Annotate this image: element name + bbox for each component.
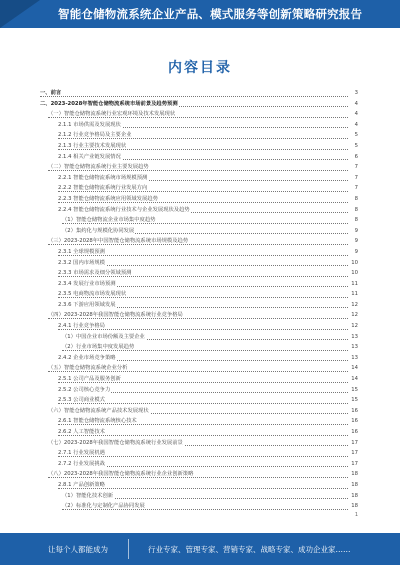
toc-entry[interactable]	[40, 152, 358, 163]
toc-entry-text: 2.4.1 行业竞争格局	[58, 323, 105, 330]
toc-entry-text: 2.7.1 行业发展机遇	[58, 450, 105, 457]
toc-entry[interactable]	[40, 491, 358, 502]
toc-leader-dots	[58, 297, 348, 298]
toc-entry-page: 17	[350, 448, 358, 459]
toc-entry[interactable]	[40, 469, 358, 480]
toc-entry[interactable]	[40, 268, 358, 279]
toc-entry-text: （七）2023-2028年我国智能仓储物流系统行业发展前景	[48, 439, 183, 446]
toc-entry-text: （六）智能仓储物流系统产品技术发展现状	[48, 407, 149, 414]
toc-entry-page: 17	[350, 459, 358, 470]
toc-entry[interactable]	[40, 109, 358, 120]
toc-entry-page: 10	[350, 258, 358, 269]
toc-entry-page: 13	[350, 342, 358, 353]
toc-entry-page: 14	[350, 374, 358, 385]
toc-entry[interactable]	[40, 406, 358, 417]
toc-entry[interactable]	[40, 247, 358, 258]
toc-entry-text: （四）2023-2028年我国智能仓储物流系统行业竞争格局	[48, 312, 183, 319]
toc-leader-dots	[48, 244, 348, 245]
toc-entry-text: 2.5.1 公司产品及服务创新	[58, 376, 121, 383]
toc-entry[interactable]	[40, 258, 358, 269]
toc-entry-text: （1）智能仓储物流企业市场集中度趋势	[62, 217, 156, 224]
toc-entry-text: （1）智能化技术创新	[62, 492, 114, 499]
toc-entry-text: 2.3.4 发展行业市场预测	[58, 280, 116, 287]
toc-entry-text: 一、前言	[40, 90, 62, 96]
toc-entry-text: 2.2.2 智能仓储物流系统行业发展方向	[58, 185, 148, 192]
toc-entry-page: 9	[354, 236, 358, 247]
toc-entry-page: 17	[350, 438, 358, 449]
toc-entry-page: 13	[350, 332, 358, 343]
toc-entry-text: 2.6.2 人工智能技术	[58, 429, 105, 435]
toc-entry[interactable]	[40, 88, 358, 99]
footer-tagline: 行业专家、管理专家、营销专家、战略专家、成功企业家……	[148, 545, 351, 554]
toc-entry-text: 2.3.2 国内市场规模	[58, 259, 105, 266]
toc-entry[interactable]	[40, 448, 358, 459]
toc-entry-text: 2.8.1 产品创新策略	[58, 481, 105, 488]
toc-entry-page: 12	[350, 321, 358, 332]
toc-entry-text: 2.1.3 行业主要技术发展现状	[58, 142, 127, 149]
page-footer	[0, 533, 400, 565]
toc-entry-page: 7	[354, 162, 358, 173]
toc-entry-page: 12	[350, 300, 358, 311]
toc-entry-text: （2）标准化与定制化产品协同发展	[62, 503, 145, 510]
toc-entry-text: 2.5.2 公司核心竞争力	[58, 386, 111, 393]
toc-entry-text: 2.1.2 行业竞争格局及主要企业	[58, 132, 132, 139]
toc-entry-text: 2.6.1 智能仓储物流系统核心技术	[58, 418, 137, 425]
toc-leader-dots	[58, 138, 348, 139]
toc-entry-page: 18	[350, 501, 358, 512]
toc-leader-dots	[48, 371, 348, 372]
toc-leader-dots	[48, 318, 348, 319]
toc-entry-page: 8	[354, 205, 358, 216]
toc-entry-page: 9	[354, 226, 358, 237]
toc-entry[interactable]	[40, 173, 358, 184]
toc-entry[interactable]	[40, 141, 358, 152]
toc-leader-dots	[40, 96, 348, 97]
toc-entry-page: 5	[354, 130, 358, 141]
report-title: 智能仓储物流系统企业产品、模式服务等创新策略研究报告	[58, 7, 363, 21]
footer-divider	[128, 539, 129, 559]
toc-entry[interactable]	[40, 427, 358, 438]
toc-entry[interactable]	[40, 130, 358, 141]
toc-entry[interactable]	[40, 226, 358, 237]
toc-leader-dots	[58, 191, 348, 192]
toc-entry[interactable]	[40, 162, 358, 173]
toc-entry[interactable]	[40, 120, 358, 131]
toc-entry[interactable]	[40, 374, 358, 385]
toc-entry[interactable]	[40, 99, 358, 110]
toc-entry-text: （八）2023-2028年我国智能仓储物流系统行业企业创新策略	[48, 471, 194, 478]
toc-entry-page: 5	[354, 141, 358, 152]
toc-entry-page: 10	[350, 268, 358, 279]
toc-entry-text: （一）智能仓储物流系统行业宏观环境及技术发展现状	[48, 111, 176, 118]
toc-entry[interactable]	[40, 416, 358, 427]
toc-leader-dots	[48, 477, 348, 478]
toc-entry[interactable]	[40, 353, 358, 364]
toc-entry[interactable]	[40, 205, 358, 216]
toc-entry-text: （二）智能仓储物流系统行业主要发展趋势	[48, 164, 149, 171]
toc-entry[interactable]	[40, 332, 358, 343]
toc-entry-page: 14	[350, 363, 358, 374]
toc-entry-text: 2.4.2 企业市场竞争策略	[58, 354, 116, 361]
table-of-contents	[40, 88, 358, 512]
page-header	[0, 0, 400, 28]
toc-entry-text: 2.1.1 市场供需及发展现状	[58, 121, 121, 128]
toc-entry-page: 16	[350, 427, 358, 438]
toc-entry-page: 9	[354, 247, 358, 258]
toc-entry-text: 2.1.4 相关产业链发展情况	[58, 153, 121, 160]
toc-entry-text: 2.3.1 全球规模预测	[58, 248, 105, 255]
footer-slogan: 让每个人都能成为	[48, 545, 108, 554]
toc-entry-page: 18	[350, 480, 358, 491]
toc-entry[interactable]	[40, 310, 358, 321]
toc-entry-page: 8	[354, 194, 358, 205]
toc-entry[interactable]	[40, 321, 358, 332]
toc-entry-text: 2.2.1 智能仓储物流系统市场规模预测	[58, 174, 148, 181]
page-number: 1	[354, 512, 358, 518]
toc-entry-page: 18	[350, 491, 358, 502]
toc-entry-page: 15	[350, 395, 358, 406]
toc-entry[interactable]	[40, 289, 358, 300]
toc-entry-page: 11	[350, 289, 358, 300]
toc-entry-page: 8	[354, 215, 358, 226]
toc-entry[interactable]	[40, 300, 358, 311]
toc-title: 内容目录	[168, 60, 232, 76]
toc-entry[interactable]	[40, 279, 358, 290]
toc-leader-dots	[58, 424, 348, 425]
toc-entry-page: 4	[354, 120, 358, 131]
toc-entry[interactable]	[40, 194, 358, 205]
toc-entry-text: 2.5.3 公司商业模式	[58, 397, 105, 404]
toc-entry-text: 2.3.6 下游应用领域发展	[58, 301, 116, 308]
toc-entry[interactable]	[40, 215, 358, 226]
toc-entry[interactable]	[40, 236, 358, 247]
toc-entry-page: 3	[354, 88, 358, 99]
toc-entry-text: （三）2023-2028年中国智能仓储物流系统市场规模及趋势	[48, 238, 189, 245]
toc-entry-page: 6	[354, 152, 358, 163]
toc-entry-text: 2.7.2 行业发展挑战	[58, 460, 105, 467]
toc-entry-page: 13	[350, 353, 358, 364]
toc-entry-page: 18	[350, 469, 358, 480]
header-decoration	[0, 0, 40, 28]
toc-entry[interactable]	[40, 395, 358, 406]
toc-entry[interactable]	[40, 183, 358, 194]
toc-entry-page: 15	[350, 385, 358, 396]
toc-entry-page: 7	[354, 173, 358, 184]
toc-entry-page: 11	[350, 279, 358, 290]
toc-entry-text: 2.2.3 智能仓储物流系统应用领域发展趋势	[58, 195, 158, 202]
toc-entry[interactable]	[40, 342, 358, 353]
toc-entry-text: （1）中国企业市场份额及主要企业	[62, 333, 145, 340]
toc-entry[interactable]	[40, 438, 358, 449]
toc-entry-text: （2）集约化与规模化协同发展	[62, 227, 135, 234]
toc-entry-page: 7	[354, 183, 358, 194]
toc-entry-text: 二、2023-2028年智能仓储物流系统市场前景及趋势预测	[40, 100, 178, 107]
toc-entry-text: 2.2.4 智能仓储物流系统行业技术与企业发展现状及趋势	[58, 206, 190, 213]
toc-entry[interactable]	[40, 501, 358, 512]
toc-entry[interactable]	[40, 480, 358, 491]
toc-entry[interactable]	[40, 385, 358, 396]
toc-entry-text: （2）行业市场集中度发展趋势	[62, 344, 135, 351]
toc-entry-page: 4	[354, 99, 358, 110]
toc-entry-text: 2.3.3 市场需求及细分领域预测	[58, 270, 132, 277]
toc-entry-page: 16	[350, 416, 358, 427]
toc-entry-page: 16	[350, 406, 358, 417]
toc-entry[interactable]	[40, 459, 358, 470]
toc-entry[interactable]	[40, 363, 358, 374]
toc-entry-page: 4	[354, 109, 358, 120]
toc-entry-text: （五）智能仓储物流系统企业分析	[48, 365, 128, 372]
toc-entry-page: 12	[350, 310, 358, 321]
toc-entry-text: 2.3.5 电商物流市场发展现状	[58, 291, 127, 298]
